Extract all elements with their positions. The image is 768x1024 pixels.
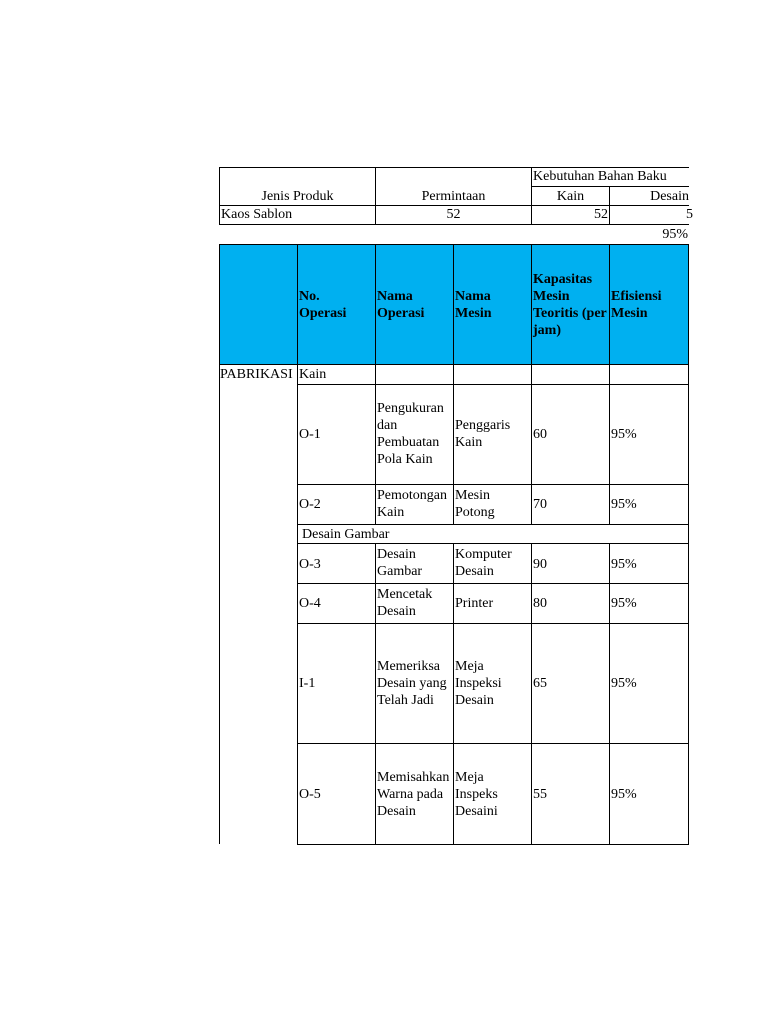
- efficiency-note: 95%: [662, 227, 688, 242]
- row-efisiensi: 95%: [611, 676, 637, 691]
- row-mesin: Mesin Potong: [455, 488, 495, 520]
- row-kapasitas: 80: [533, 596, 547, 611]
- row-operasi: Memisahkan Warna pada Desain: [377, 770, 450, 819]
- product-name-cell: Kaos Sablon: [221, 207, 293, 222]
- row-operasi: Pengukuran dan Pembuatan Pola Kain: [377, 401, 444, 467]
- row-efisiensi: 95%: [611, 427, 637, 442]
- row-no: I-1: [299, 676, 316, 691]
- kain-value-cell: 52: [594, 207, 608, 222]
- nama-mesin-header: Nama Mesin: [455, 289, 492, 321]
- row-mesin: Meja Inspeksi Desain: [455, 659, 502, 708]
- row-operasi: Pemotongan Kain: [377, 488, 447, 520]
- permintaan-value-cell: 52: [446, 207, 461, 222]
- desain-value-cell: 5: [686, 207, 693, 222]
- row-mesin: Komputer Desain: [455, 547, 512, 579]
- pabrikasi-label: PABRIKASI: [220, 367, 293, 382]
- kain-header: Kain: [556, 189, 585, 204]
- row-operasi: Mencetak Desain: [377, 587, 433, 619]
- efisiensi-header: Efisiensi Mesin: [611, 289, 662, 321]
- nama-operasi-header: Nama Operasi: [377, 289, 425, 321]
- row-kapasitas: 70: [533, 497, 547, 512]
- row-no: O-3: [299, 557, 321, 572]
- permintaan-header: Permintaan: [421, 189, 486, 204]
- jenis-produk-header: Jenis Produk: [261, 189, 334, 204]
- desain-header: Desain: [650, 189, 689, 204]
- kapasitas-header: Kapasitas Mesin Teoritis (per jam): [533, 272, 607, 338]
- row-no: O-5: [299, 787, 321, 802]
- row-no: O-4: [299, 596, 321, 611]
- row-kapasitas: 65: [533, 676, 547, 691]
- row-operasi: Memeriksa Desain yang Telah Jadi: [377, 659, 447, 708]
- kebutuhan-bahan-baku-header: Kebutuhan Bahan Baku: [533, 169, 667, 184]
- row-efisiensi: 95%: [611, 497, 637, 512]
- row-no: O-1: [299, 427, 321, 442]
- row-efisiensi: 95%: [611, 557, 637, 572]
- row-kapasitas: 55: [533, 787, 547, 802]
- row-kapasitas: 60: [533, 427, 547, 442]
- row-no: O-2: [299, 497, 321, 512]
- row-efisiensi: 95%: [611, 596, 637, 611]
- group-desain-gambar-label: Desain Gambar: [302, 527, 390, 542]
- row-mesin: Printer: [455, 596, 494, 611]
- group-kain-label: Kain: [299, 367, 327, 382]
- row-operasi: Desain Gambar: [377, 547, 423, 579]
- row-mesin: Meja Inspeks Desaini: [455, 770, 498, 819]
- no-operasi-header: No. Operasi: [299, 289, 347, 321]
- row-kapasitas: 90: [533, 557, 547, 572]
- row-efisiensi: 95%: [611, 787, 637, 802]
- row-mesin: Penggaris Kain: [455, 418, 511, 450]
